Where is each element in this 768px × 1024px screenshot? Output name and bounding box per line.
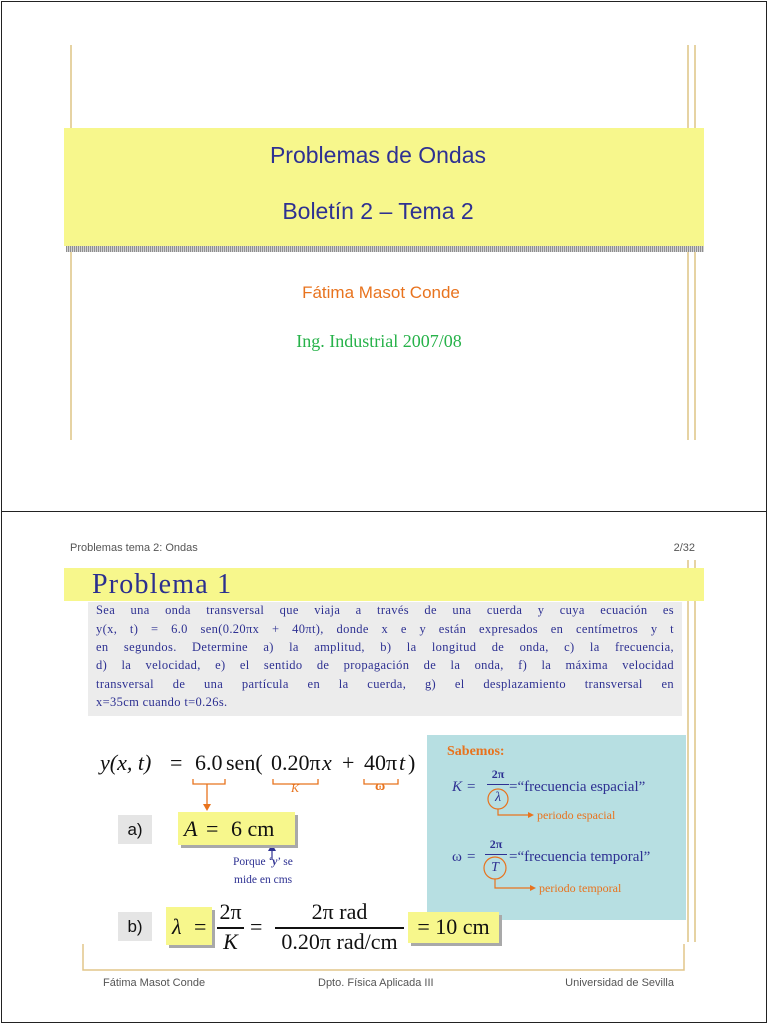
- period-arrow-head: [530, 885, 536, 891]
- statement-line: d) la velocidad, e) el sentido de propagación de la onda, f) la máxima velocidad: [96, 658, 674, 672]
- equation-angular-frequency: 40π: [364, 750, 398, 775]
- part-a-value: 6 cm: [231, 816, 275, 841]
- omega-variable: ω: [452, 849, 462, 865]
- note-prefix: Porque ‘: [233, 856, 273, 868]
- temporal-period-label: periodo temporal: [539, 881, 622, 895]
- part-b-fraction2-denominator: 0.20π rad/cm: [281, 929, 398, 954]
- footer-university: Universidad de Sevilla: [565, 977, 674, 989]
- omega-fraction-numerator: 2π: [489, 837, 503, 851]
- part-a-note-line2: mide en cms: [234, 874, 293, 886]
- part-b-variable: λ: [172, 914, 182, 939]
- note-variable: y: [272, 856, 278, 868]
- author-name: Fátima Masot Conde: [302, 283, 460, 302]
- omega-description: =“frecuencia temporal”: [509, 849, 651, 865]
- part-b-fraction1-denominator: K: [223, 929, 238, 954]
- period-arrow-shaft: [495, 879, 531, 888]
- statement-line: x=35cm cuando t=0.26s.: [96, 695, 228, 709]
- page-number: 2/32: [673, 542, 695, 554]
- omega-fraction-denominator: T: [491, 860, 499, 875]
- k-equals: =: [467, 779, 476, 795]
- footer-department: Dpto. Física Aplicada III: [318, 977, 434, 989]
- slide-header: Problemas tema 2: Ondas: [70, 542, 198, 554]
- omega-equals: =: [467, 849, 476, 865]
- problem-heading: Problema 1: [92, 569, 233, 600]
- part-b-equals-2: =: [250, 914, 263, 939]
- k-fraction-denominator: λ: [494, 790, 502, 805]
- slide-title: Problemas de Ondas: [269, 142, 487, 168]
- part-b-fraction1-numerator: 2π: [219, 899, 242, 924]
- equation-lhs: y(x, t): [100, 750, 152, 775]
- equation-amplitude: 6.0: [195, 750, 223, 775]
- part-b-equals-1: =: [194, 914, 207, 939]
- equation-close-paren: ): [408, 750, 416, 775]
- equation-plus: +: [342, 750, 355, 775]
- statement-line: en segundos. Determine a) la amplitud, b) la longitud de onda, c) la frecuencia,: [96, 640, 674, 654]
- sabemos-title: Sabemos:: [447, 744, 505, 759]
- equation-equals: =: [170, 750, 183, 775]
- lambda-arrow-shaft: [498, 809, 529, 815]
- course-label: Ing. Industrial 2007/08: [296, 331, 462, 351]
- wavenumber-label: K: [291, 781, 300, 795]
- statement-line: y(x, t) = 6.0 sen(0.20πx + 40πt), donde x e y están expresados en centímetros y t: [96, 622, 674, 636]
- statement-line: transversal de una partícula en la cuerda, g) el desplazamiento transversal en: [96, 677, 674, 691]
- part-a-label: a): [118, 815, 152, 844]
- part-a-equals: =: [206, 816, 219, 841]
- note-suffix: ’ se: [277, 856, 293, 868]
- statement-line: Sea una onda transversal que viaja a través de una cuerda y cuya ecuación es: [96, 603, 674, 617]
- spatial-period-label: periodo espacial: [537, 808, 616, 822]
- equation-wavenumber: 0.20π: [271, 750, 321, 775]
- slide-subtitle: Boletín 2 – Tema 2: [282, 198, 474, 224]
- footer-author: Fátima Masot Conde: [103, 977, 206, 989]
- part-b-result: = 10 cm: [417, 914, 490, 939]
- lambda-circle: [488, 789, 508, 809]
- k-fraction-numerator: 2π: [491, 767, 505, 781]
- angular-frequency-label: ω: [375, 779, 386, 794]
- part-a-variable: A: [184, 816, 198, 841]
- k-variable: K: [452, 779, 463, 795]
- equation-t: t: [399, 750, 406, 775]
- part-b-fraction2-numerator: 2π rad: [311, 899, 368, 924]
- k-description: =“frecuencia espacial”: [509, 779, 646, 795]
- period-circle: [484, 857, 506, 879]
- equation-sine: sen(: [226, 750, 263, 775]
- part-b-label: b): [118, 912, 152, 941]
- equation-x: x: [322, 750, 332, 775]
- lambda-arrow-head: [528, 812, 534, 818]
